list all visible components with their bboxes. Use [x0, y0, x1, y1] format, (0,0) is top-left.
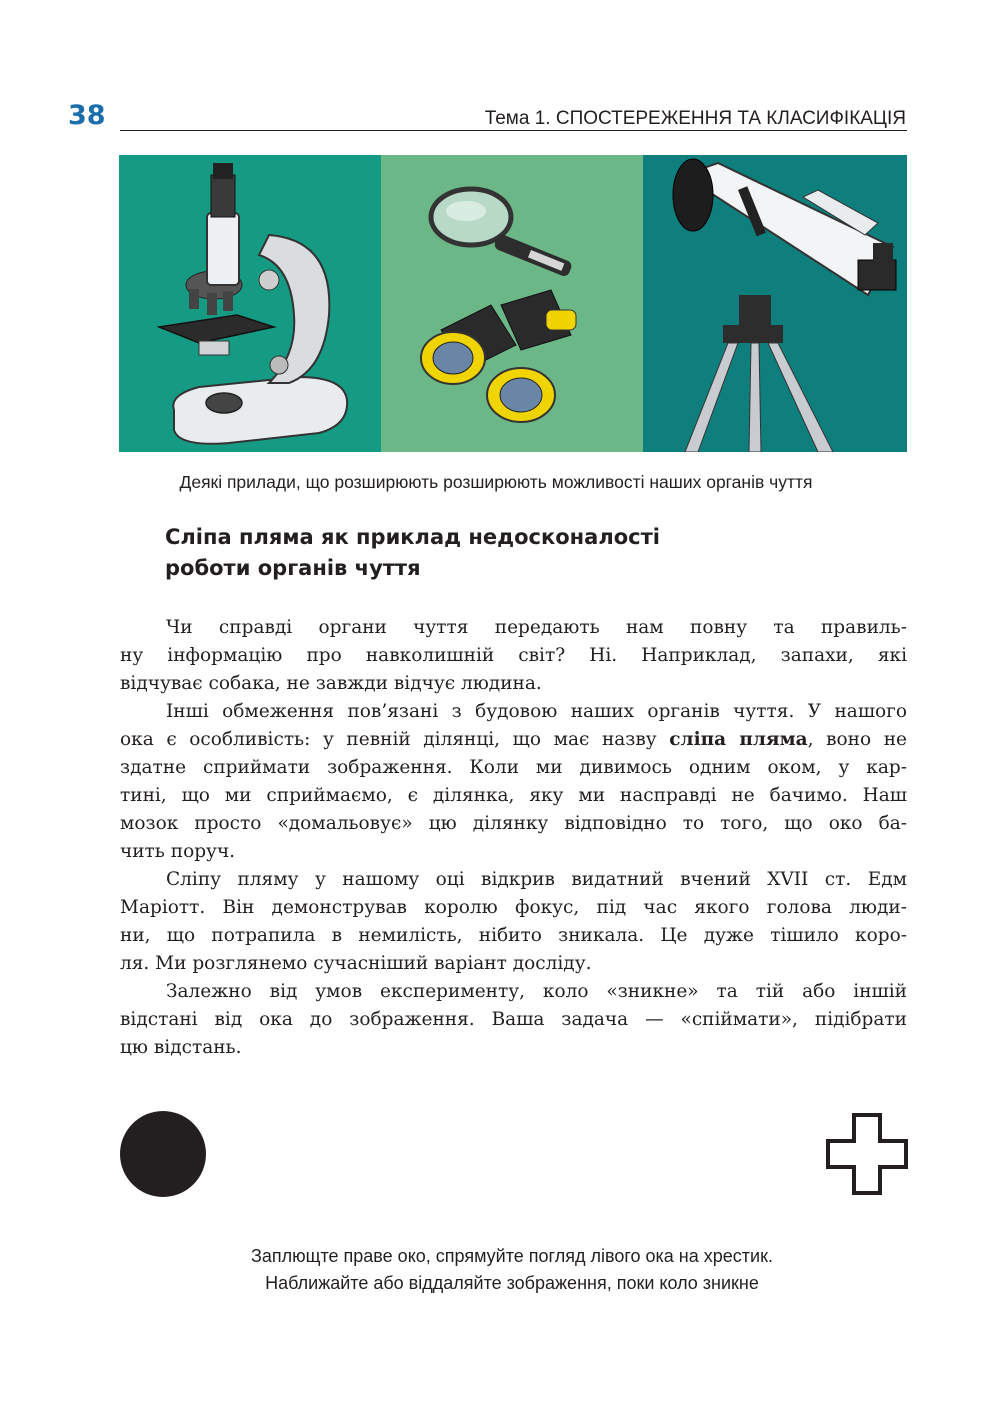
section-heading-line: роботи органів чуття: [165, 556, 421, 580]
paragraph-line: цю відстань.: [120, 1037, 242, 1058]
blind-spot-circle: [120, 1111, 206, 1197]
text-segment: ока є особливість: у певній ділянці, що має назву: [120, 729, 670, 750]
paragraph-line: мозок просто «домальовує» цю ділянку відповідно то того, що око ба-: [120, 813, 907, 834]
magnifier-binoculars-icon: [381, 155, 643, 452]
section-heading-line: Сліпа пляма як приклад недосконалості: [165, 525, 660, 549]
paragraph-line: ля. Ми розглянемо сучасніший варіант досліду.: [120, 953, 592, 974]
paragraph-line: тині, що ми сприймаємо, є ділянка, яку ми насправді не бачимо. Наш: [120, 785, 907, 806]
header-title: Тема 1. СПОСТЕРЕЖЕННЯ ТА КЛАСИФІКАЦІЯ: [484, 108, 906, 129]
text-segment: , воно не: [807, 729, 907, 750]
header-rule: [120, 130, 907, 131]
paragraph-line: чить поруч.: [120, 841, 236, 862]
paragraph-line: Сліпу пляму у нашому оці відкрив видатний вчений XVII ст. Едм: [166, 869, 907, 890]
paragraph-line: [120, 726, 907, 754]
telescope-icon: [643, 155, 907, 452]
body-text: [120, 614, 907, 1062]
paragraph-line: Залежно від умов експерименту, коло «зникне» та тій або іншій: [166, 981, 907, 1002]
section-heading: [165, 522, 845, 584]
paragraph-line: Маріотт. Він демонстрував королю фокус, під час якого голова люди-: [120, 897, 907, 918]
experiment-instructions: [0, 1243, 992, 1297]
microscope-icon: [119, 155, 381, 452]
term-blind-spot: сліпа пляма: [669, 729, 808, 750]
microscope-panel: [119, 155, 381, 452]
instruments-figure: [119, 155, 907, 452]
paragraph-line: здатне сприймати зображення. Коли ми дивимось одним оком, у кар-: [120, 757, 907, 778]
paragraph-line: Чи справді органи чуття передають нам повну та правиль-: [166, 617, 907, 638]
magnifier-binoculars-panel: [381, 155, 643, 452]
instruction-line: Заплющте праве око, спрямуйте погляд лівого ока на хрестик.: [251, 1246, 773, 1266]
figure-caption: Деякі прилади, що розширюють розширюють можливості наших органів чуття: [179, 472, 813, 492]
paragraph-line: відстані від ока до зображення. Ваша задача — «спіймати», підібрати: [120, 1009, 907, 1030]
telescope-panel: [643, 155, 907, 452]
paragraph-line: Інші обмеження пов’язані з будовою наших органів чуття. У нашого: [166, 701, 907, 722]
paragraph-line: ну інформацію про навколишній світ? Ні. Наприклад, запахи, які: [120, 645, 907, 666]
cross-icon: [826, 1113, 908, 1195]
instruction-line: Наближайте або віддаляйте зображення, поки коло зникне: [265, 1273, 759, 1293]
page-number: 38: [68, 100, 106, 131]
paragraph-line: ни, що потрапила в немилість, нібито зникала. Це дуже тішило коро-: [120, 925, 907, 946]
paragraph-line: відчуває собака, не завжди відчує людина.: [120, 673, 542, 694]
